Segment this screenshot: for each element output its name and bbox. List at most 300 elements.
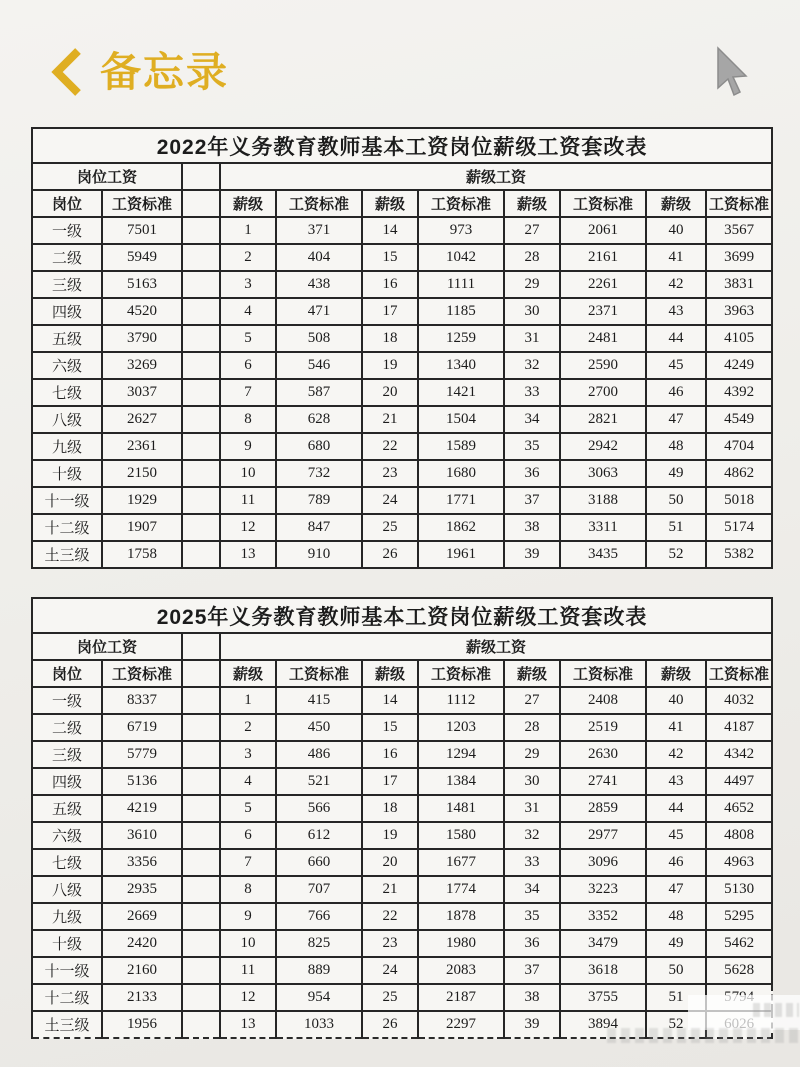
- column-header: 岗位: [32, 660, 102, 687]
- table-cell: 628: [276, 406, 362, 433]
- table-cell: 4497: [706, 768, 772, 795]
- table-cell: 1111: [418, 271, 504, 298]
- table-cell: 14: [362, 687, 418, 714]
- table-cell: 660: [276, 849, 362, 876]
- table-cell: 2977: [560, 822, 646, 849]
- table-cell: 38: [504, 514, 560, 541]
- table-cell: 三级: [32, 271, 102, 298]
- spacer-cell: [182, 984, 220, 1011]
- table-cell: 19: [362, 822, 418, 849]
- table-cell: 21: [362, 876, 418, 903]
- table-cell: 1185: [418, 298, 504, 325]
- spacer-cell: [182, 352, 220, 379]
- table-cell: 35: [504, 433, 560, 460]
- table-cell: 34: [504, 876, 560, 903]
- table-cell: 13: [220, 541, 276, 568]
- table-cell: 2083: [418, 957, 504, 984]
- table-cell: 37: [504, 487, 560, 514]
- table-row: [32, 433, 772, 460]
- table-cell: 2061: [560, 217, 646, 244]
- table-row: [32, 822, 772, 849]
- table-cell: 3063: [560, 460, 646, 487]
- table-cell: 26: [362, 541, 418, 568]
- table-cell: 1112: [418, 687, 504, 714]
- table-row: [32, 298, 772, 325]
- table-cell: 4808: [706, 822, 772, 849]
- column-header: 岗位: [32, 190, 102, 217]
- spacer-cell: [182, 795, 220, 822]
- table-cell: 546: [276, 352, 362, 379]
- table-cell: 910: [276, 541, 362, 568]
- table-cell: 5462: [706, 930, 772, 957]
- table-row: [32, 541, 772, 568]
- table-cell: 八级: [32, 876, 102, 903]
- column-header: 工资标准: [560, 660, 646, 687]
- chevron-left-icon: [50, 46, 84, 98]
- table-cell: 20: [362, 849, 418, 876]
- table-cell: 5779: [102, 741, 182, 768]
- table-row: [32, 217, 772, 244]
- table-cell: 11: [220, 487, 276, 514]
- table-cell: 471: [276, 298, 362, 325]
- table-cell: 4105: [706, 325, 772, 352]
- spacer-cell: [182, 741, 220, 768]
- table-cell: 29: [504, 271, 560, 298]
- table-cell: 2: [220, 244, 276, 271]
- spacer-cell: [182, 660, 220, 687]
- table-cell: 1259: [418, 325, 504, 352]
- table-cell: 5295: [706, 903, 772, 930]
- table-cell: 42: [646, 741, 706, 768]
- table-cell: 5: [220, 795, 276, 822]
- spacer-cell: [182, 903, 220, 930]
- table-cell: 4963: [706, 849, 772, 876]
- table-cell: 51: [646, 514, 706, 541]
- table-row: [32, 406, 772, 433]
- table-cell: 49: [646, 930, 706, 957]
- table-cell: 24: [362, 957, 418, 984]
- table-cell: 10: [220, 460, 276, 487]
- table-cell: 51: [646, 984, 706, 1011]
- table-cell: 3037: [102, 379, 182, 406]
- table-cell: 5018: [706, 487, 772, 514]
- table-cell: 2133: [102, 984, 182, 1011]
- spacer-cell: [182, 217, 220, 244]
- table-row: [32, 741, 772, 768]
- table-cell: 3223: [560, 876, 646, 903]
- table-cell: 6: [220, 822, 276, 849]
- table-cell: 1907: [102, 514, 182, 541]
- table-cell: 1294: [418, 741, 504, 768]
- column-header: 工资标准: [706, 660, 772, 687]
- table-cell: 1771: [418, 487, 504, 514]
- table-cell: 45: [646, 352, 706, 379]
- column-header: 薪级: [646, 660, 706, 687]
- table-cell: 2261: [560, 271, 646, 298]
- table-cell: 12: [220, 514, 276, 541]
- spacer-cell: [182, 190, 220, 217]
- table-cell: 52: [646, 541, 706, 568]
- table-cell: 1: [220, 687, 276, 714]
- table-cell: 43: [646, 768, 706, 795]
- table-cell: 4549: [706, 406, 772, 433]
- table-cell: 5628: [706, 957, 772, 984]
- table-cell: 28: [504, 244, 560, 271]
- table-row: [32, 514, 772, 541]
- table-cell: 40: [646, 217, 706, 244]
- table-cell: 六级: [32, 822, 102, 849]
- table-cell: 9: [220, 433, 276, 460]
- column-header: 工资标准: [102, 190, 182, 217]
- table-cell: 8: [220, 406, 276, 433]
- spacer-cell: [182, 271, 220, 298]
- table-cell: 3: [220, 271, 276, 298]
- table-cell: 1980: [418, 930, 504, 957]
- table-cell: 16: [362, 271, 418, 298]
- table-row: [32, 352, 772, 379]
- table-cell: 42: [646, 271, 706, 298]
- spacer-cell: [182, 514, 220, 541]
- table-cell: 1862: [418, 514, 504, 541]
- table-cell: 27: [504, 687, 560, 714]
- spacer-cell: [182, 687, 220, 714]
- table-cell: 1384: [418, 768, 504, 795]
- table-cell: 3894: [560, 1011, 646, 1038]
- table-cell: 九级: [32, 433, 102, 460]
- table-cell: 5136: [102, 768, 182, 795]
- table-cell: 28: [504, 714, 560, 741]
- table-cell: 2: [220, 714, 276, 741]
- table-cell: 1504: [418, 406, 504, 433]
- table-row: [32, 714, 772, 741]
- table-cell: 17: [362, 768, 418, 795]
- table-cell: 43: [646, 298, 706, 325]
- table-cell: 15: [362, 244, 418, 271]
- table-cell: 3618: [560, 957, 646, 984]
- table-cell: 32: [504, 352, 560, 379]
- table-cell: 41: [646, 714, 706, 741]
- table-cell: 15: [362, 714, 418, 741]
- table-cell: 一级: [32, 687, 102, 714]
- table-cell: 五级: [32, 795, 102, 822]
- column-header: 薪级: [362, 660, 418, 687]
- table-cell: 38: [504, 984, 560, 1011]
- table-cell: 5130: [706, 876, 772, 903]
- table-cell: 371: [276, 217, 362, 244]
- spacer-cell: [182, 541, 220, 568]
- table-cell: 4392: [706, 379, 772, 406]
- table-cell: 22: [362, 433, 418, 460]
- column-header: 工资标准: [276, 190, 362, 217]
- spacer-cell: [182, 433, 220, 460]
- table-cell: 3479: [560, 930, 646, 957]
- table-cell: 23: [362, 460, 418, 487]
- table-cell: 土三级: [32, 541, 102, 568]
- table-cell: 14: [362, 217, 418, 244]
- table-cell: 四级: [32, 768, 102, 795]
- table-cell: 954: [276, 984, 362, 1011]
- table-cell: 七级: [32, 379, 102, 406]
- table-cell: 2519: [560, 714, 646, 741]
- table-cell: 2481: [560, 325, 646, 352]
- table-cell: 36: [504, 460, 560, 487]
- table-cell: 4187: [706, 714, 772, 741]
- table-cell: 3: [220, 741, 276, 768]
- spacer-cell: [182, 244, 220, 271]
- table-cell: 3096: [560, 849, 646, 876]
- table-cell: 4249: [706, 352, 772, 379]
- table-cell: 2150: [102, 460, 182, 487]
- table-cell: 4: [220, 298, 276, 325]
- table-cell: 3311: [560, 514, 646, 541]
- table-cell: 6: [220, 352, 276, 379]
- table-cell: 50: [646, 957, 706, 984]
- table-cell: 2297: [418, 1011, 504, 1038]
- mouse-cursor-icon: [712, 46, 752, 98]
- table-cell: 22: [362, 903, 418, 930]
- table-cell: 2669: [102, 903, 182, 930]
- table-cell: 587: [276, 379, 362, 406]
- table-cell: 十级: [32, 930, 102, 957]
- column-header: 薪级: [362, 190, 418, 217]
- table-cell: 40: [646, 687, 706, 714]
- table-cell: 41: [646, 244, 706, 271]
- table-cell: 404: [276, 244, 362, 271]
- group-header-position-salary: 岗位工资: [32, 163, 182, 190]
- table-cell: 21: [362, 406, 418, 433]
- column-header: 工资标准: [102, 660, 182, 687]
- table-cell: 10: [220, 930, 276, 957]
- table-cell: 3963: [706, 298, 772, 325]
- table-cell: 二级: [32, 714, 102, 741]
- table-cell: 七级: [32, 849, 102, 876]
- column-header: 薪级: [504, 660, 560, 687]
- table-cell: 5949: [102, 244, 182, 271]
- table-cell: 1758: [102, 541, 182, 568]
- table-cell: 十二级: [32, 984, 102, 1011]
- table-cell: 4032: [706, 687, 772, 714]
- table-cell: 680: [276, 433, 362, 460]
- table-cell: 五级: [32, 325, 102, 352]
- spacer-cell: [182, 714, 220, 741]
- table-cell: 2741: [560, 768, 646, 795]
- table-cell: 4652: [706, 795, 772, 822]
- table-cell: 508: [276, 325, 362, 352]
- table-cell: 十二级: [32, 514, 102, 541]
- table-cell: 34: [504, 406, 560, 433]
- table-cell: 20: [362, 379, 418, 406]
- table-cell: 1680: [418, 460, 504, 487]
- table-cell: 50: [646, 487, 706, 514]
- watermark-text-marks: [753, 1003, 799, 1017]
- table-cell: 3356: [102, 849, 182, 876]
- table-cell: 5382: [706, 541, 772, 568]
- table-cell: 27: [504, 217, 560, 244]
- table-cell: 44: [646, 325, 706, 352]
- table-cell: 7501: [102, 217, 182, 244]
- table-cell: 八级: [32, 406, 102, 433]
- table-cell: 48: [646, 433, 706, 460]
- spacer-cell: [182, 957, 220, 984]
- table-cell: 973: [418, 217, 504, 244]
- table-cell: 612: [276, 822, 362, 849]
- table-cell: 24: [362, 487, 418, 514]
- table-cell: 9: [220, 903, 276, 930]
- table-cell: 29: [504, 741, 560, 768]
- salary-table-2022: [31, 127, 773, 569]
- table-cell: 一级: [32, 217, 102, 244]
- table-cell: 3188: [560, 487, 646, 514]
- spacer-cell: [182, 930, 220, 957]
- table-cell: 1421: [418, 379, 504, 406]
- spacer-cell: [182, 1011, 220, 1038]
- table-cell: 47: [646, 406, 706, 433]
- table-cell: 1033: [276, 1011, 362, 1038]
- table-cell: 37: [504, 957, 560, 984]
- table-cell: 45: [646, 822, 706, 849]
- spacer-cell: [182, 163, 220, 190]
- table-cell: 1677: [418, 849, 504, 876]
- table-cell: 31: [504, 325, 560, 352]
- table-cell: 六级: [32, 352, 102, 379]
- table-cell: 3352: [560, 903, 646, 930]
- table-cell: 四级: [32, 298, 102, 325]
- salary-table: [31, 597, 773, 1039]
- back-button[interactable]: [50, 46, 229, 98]
- table-cell: 566: [276, 795, 362, 822]
- group-header-grade-salary: 薪级工资: [220, 163, 772, 190]
- table-cell: 4862: [706, 460, 772, 487]
- table-cell: 十一级: [32, 957, 102, 984]
- table-cell: 31: [504, 795, 560, 822]
- table-row: [32, 849, 772, 876]
- group-header-grade-salary: 薪级工资: [220, 633, 772, 660]
- table-cell: 7: [220, 379, 276, 406]
- table-cell: 1956: [102, 1011, 182, 1038]
- column-header: 薪级: [220, 660, 276, 687]
- back-label: 备忘录: [100, 48, 229, 95]
- spacer-cell: [182, 633, 220, 660]
- table-cell: 2700: [560, 379, 646, 406]
- table-cell: 3435: [560, 541, 646, 568]
- spacer-cell: [182, 768, 220, 795]
- table-cell: 2420: [102, 930, 182, 957]
- table-cell: 19: [362, 352, 418, 379]
- salary-table-2025: [31, 597, 773, 1039]
- spacer-cell: [182, 822, 220, 849]
- table-cell: 49: [646, 460, 706, 487]
- table-cell: 23: [362, 930, 418, 957]
- table-cell: 3567: [706, 217, 772, 244]
- column-header: 工资标准: [276, 660, 362, 687]
- table-row: [32, 244, 772, 271]
- column-header: 薪级: [646, 190, 706, 217]
- table-cell: 46: [646, 849, 706, 876]
- table-cell: 1774: [418, 876, 504, 903]
- table-cell: 6719: [102, 714, 182, 741]
- table-cell: 2821: [560, 406, 646, 433]
- spacer-cell: [182, 406, 220, 433]
- table-cell: 789: [276, 487, 362, 514]
- group-header-position-salary: 岗位工资: [32, 633, 182, 660]
- column-header: 工资标准: [706, 190, 772, 217]
- table-title: 2025年义务教育教师基本工资岗位薪级工资套改表: [32, 598, 772, 633]
- table-cell: 44: [646, 795, 706, 822]
- table-row: [32, 903, 772, 930]
- table-cell: 52: [646, 1011, 706, 1038]
- table-row: [32, 984, 772, 1011]
- table-cell: 2627: [102, 406, 182, 433]
- table-cell: 30: [504, 768, 560, 795]
- spacer-cell: [182, 298, 220, 325]
- table-cell: 16: [362, 741, 418, 768]
- table-cell: 3610: [102, 822, 182, 849]
- spacer-cell: [182, 460, 220, 487]
- table-cell: 4342: [706, 741, 772, 768]
- table-cell: 486: [276, 741, 362, 768]
- watermark-text-marks: [607, 1028, 800, 1043]
- table-cell: 5: [220, 325, 276, 352]
- spacer-cell: [182, 876, 220, 903]
- table-cell: 1589: [418, 433, 504, 460]
- table-cell: 4219: [102, 795, 182, 822]
- table-cell: 十一级: [32, 487, 102, 514]
- table-cell: 2859: [560, 795, 646, 822]
- table-cell: 2371: [560, 298, 646, 325]
- table-cell: 47: [646, 876, 706, 903]
- table-cell: 5174: [706, 514, 772, 541]
- table-cell: 3755: [560, 984, 646, 1011]
- table-row: [32, 768, 772, 795]
- table-cell: 17: [362, 298, 418, 325]
- table-cell: 847: [276, 514, 362, 541]
- column-header: 工资标准: [560, 190, 646, 217]
- table-cell: 732: [276, 460, 362, 487]
- spacer-cell: [182, 379, 220, 406]
- table-row: [32, 379, 772, 406]
- table-cell: 二级: [32, 244, 102, 271]
- table-cell: 521: [276, 768, 362, 795]
- table-row: [32, 687, 772, 714]
- table-cell: 1042: [418, 244, 504, 271]
- table-cell: 25: [362, 984, 418, 1011]
- spacer-cell: [182, 849, 220, 876]
- table-cell: 1203: [418, 714, 504, 741]
- table-cell: 36: [504, 930, 560, 957]
- table-cell: 1929: [102, 487, 182, 514]
- table-cell: 2361: [102, 433, 182, 460]
- table-cell: 5163: [102, 271, 182, 298]
- table-cell: 1340: [418, 352, 504, 379]
- table-cell: 4: [220, 768, 276, 795]
- table-cell: 2630: [560, 741, 646, 768]
- table-row: [32, 930, 772, 957]
- table-cell: 3269: [102, 352, 182, 379]
- table-row: [32, 460, 772, 487]
- table-cell: 九级: [32, 903, 102, 930]
- table-row: [32, 271, 772, 298]
- table-cell: 30: [504, 298, 560, 325]
- table-row: [32, 795, 772, 822]
- salary-table: [31, 127, 773, 569]
- table-cell: 415: [276, 687, 362, 714]
- table-cell: 48: [646, 903, 706, 930]
- table-cell: 4704: [706, 433, 772, 460]
- table-cell: 2590: [560, 352, 646, 379]
- column-header: 工资标准: [418, 660, 504, 687]
- table-cell: 33: [504, 849, 560, 876]
- table-cell: 39: [504, 1011, 560, 1038]
